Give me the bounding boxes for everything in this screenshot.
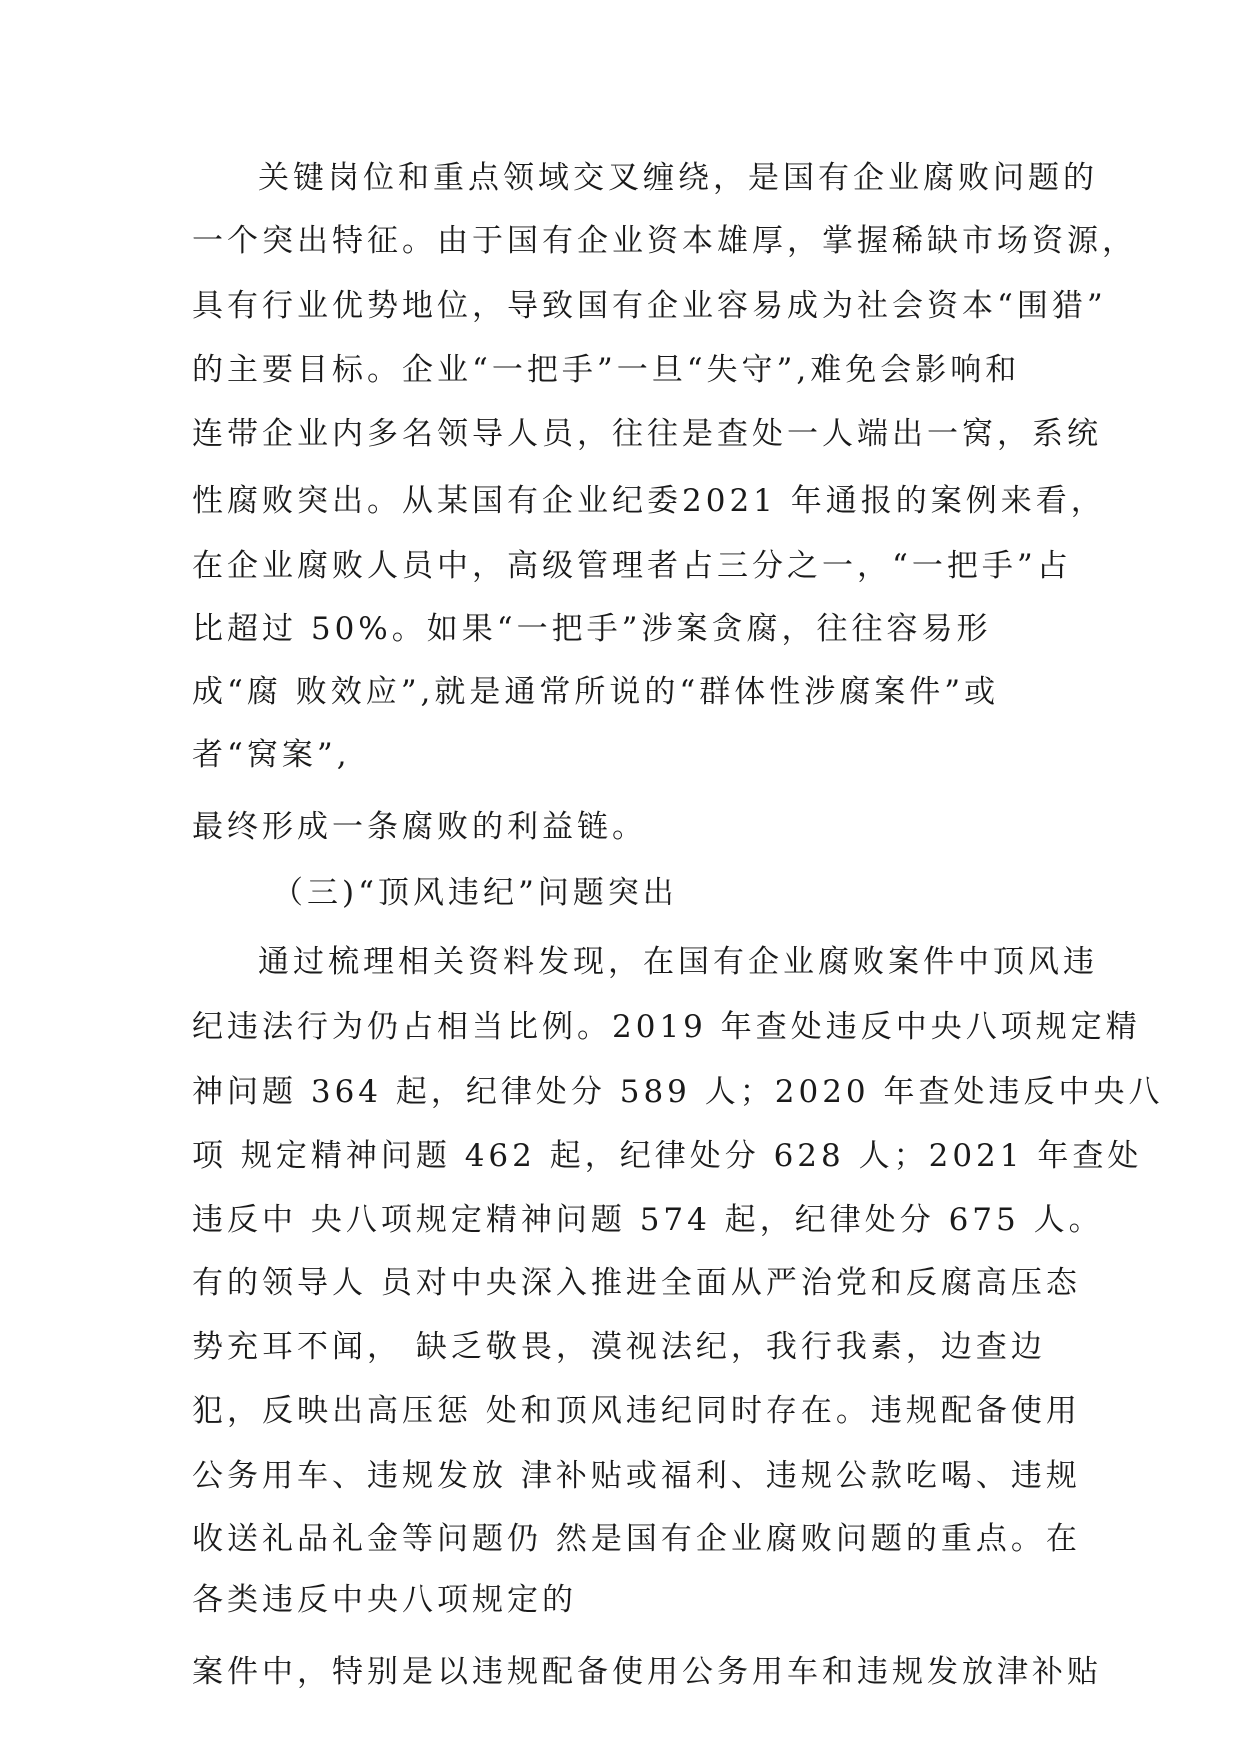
paragraph-line: 公务用车、违规发放 津补贴或福利、违规公款吃喝、违规 xyxy=(192,1458,1081,1494)
paragraph-line: 的主要目标。企业“一把手”一旦“失守”,难免会影响和 xyxy=(192,352,1021,388)
paragraph-line: 有的领导人 员对中央深入推进全面从严治党和反腐高压态 xyxy=(192,1265,1081,1301)
paragraph-line: 成“腐 败效应”,就是通常所说的“群体性涉腐案件”或 xyxy=(192,674,1000,710)
section-heading: （三)“顶风违纪”问题突出 xyxy=(272,875,678,911)
paragraph-line: 者“窝案”, xyxy=(192,737,351,773)
paragraph-line: 势充耳不闻， 缺乏敬畏，漠视法纪，我行我素，边查边 xyxy=(192,1329,1046,1365)
paragraph-line: 神问题 364 起，纪律处分 589 人；2020 年查处违反中央八 xyxy=(192,1074,1164,1110)
paragraph-line: 比超过 50%。如果“一把手”涉案贪腐，往往容易形 xyxy=(192,611,992,647)
paragraph-line: 各类违反中央八项规定的 xyxy=(192,1582,577,1618)
paragraph-line: 通过梳理相关资料发现，在国有企业腐败案件中顶风违 xyxy=(258,944,1098,980)
paragraph-line: 关键岗位和重点领域交叉缠绕，是国有企业腐败问题的 xyxy=(258,160,1098,196)
paragraph-line: 性腐败突出。从某国有企业纪委2021 年通报的案例来看， xyxy=(192,483,1106,519)
paragraph-line: 一个突出特征。由于国有企业资本雄厚，掌握稀缺市场资源， xyxy=(192,223,1137,259)
paragraph-line: 在企业腐败人员中，高级管理者占三分之一，“一把手”占 xyxy=(192,548,1072,584)
paragraph-line: 最终形成一条腐败的利益链。 xyxy=(192,809,647,845)
paragraph-line: 案件中，特别是以违规配备使用公务用车和违规发放津补贴 xyxy=(192,1654,1102,1690)
paragraph-line: 具有行业优势地位，导致国有企业容易成为社会资本“围猎” xyxy=(192,288,1107,324)
paragraph-line: 项 规定精神问题 462 起，纪律处分 628 人；2021 年查处 xyxy=(192,1138,1143,1174)
paragraph-line: 收送礼品礼金等问题仍 然是国有企业腐败问题的重点。在 xyxy=(192,1521,1081,1557)
paragraph-line: 犯，反映出高压惩 处和顶风违纪同时存在。违规配备使用 xyxy=(192,1393,1081,1429)
paragraph-line: 连带企业内多名领导人员，往往是查处一人端出一窝，系统 xyxy=(192,416,1102,452)
paragraph-line: 纪违法行为仍占相当比例。2019 年查处违反中央八项规定精 xyxy=(192,1009,1141,1045)
paragraph-line: 违反中 央八项规定精神问题 574 起，纪律处分 675 人。 xyxy=(192,1202,1104,1238)
